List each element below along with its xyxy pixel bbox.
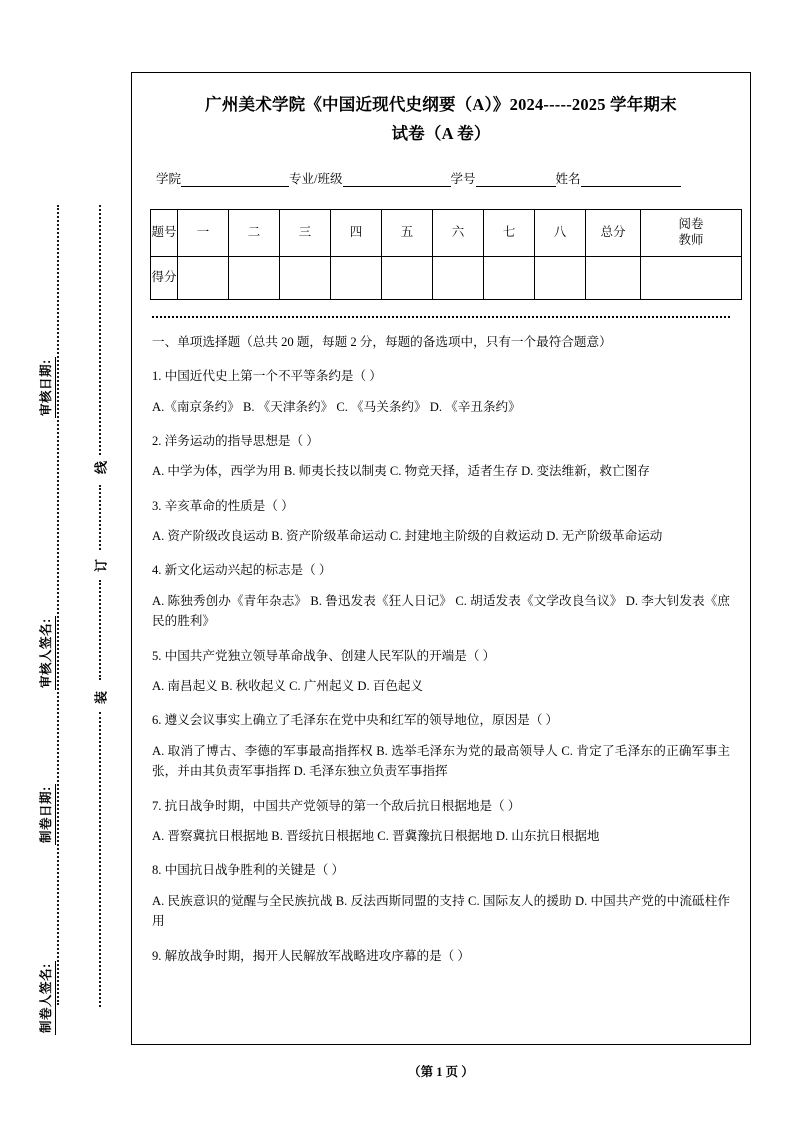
question-2 — [152, 431, 730, 482]
exam-page-frame — [131, 72, 751, 1045]
score-table-col-total: 总分 — [586, 209, 641, 256]
score-table-score-row — [151, 256, 742, 299]
question-4 — [152, 560, 730, 631]
score-cell-1[interactable] — [178, 256, 229, 299]
field-college-label: 学院 — [156, 171, 182, 186]
score-table-col-5: 五 — [382, 209, 433, 256]
field-college-input[interactable] — [181, 173, 289, 187]
question-1 — [152, 366, 730, 417]
binding-char-xian: 线 — [91, 458, 110, 478]
question-3 — [152, 496, 730, 547]
score-cell-8[interactable] — [535, 256, 586, 299]
question-7-stem: 7. 抗日战争时期，中国共产党领导的第一个敌后抗日根据地是（ ） — [152, 798, 521, 813]
score-table-col-7: 七 — [484, 209, 535, 256]
page-title — [156, 91, 726, 149]
question-7 — [152, 796, 730, 847]
score-table-col-3: 三 — [280, 209, 331, 256]
question-2-options: A. 中学为体，西学为用 B. 师夷长技以制夷 C. 物竞天择，适者生存 D. 变法维新，救亡图存 — [152, 464, 650, 479]
margin-label-paper-date: 制卷日期: — [40, 784, 56, 845]
field-name-label: 姓名 — [555, 171, 581, 186]
score-table-col-4: 四 — [331, 209, 382, 256]
question-9 — [152, 946, 730, 966]
page-title-line-2: 试卷（A 卷） — [391, 123, 491, 143]
question-6-options: A. 取消了博古、李德的军事最高指挥权 B. 选举毛泽东为党的最高领导人 C. 肯定了毛泽东的正确军事主张，并由其负责军事指挥 D. 毛泽东独立负责军事指挥 — [152, 743, 730, 779]
dotted-rule-inner-c — [99, 580, 101, 680]
page-number-label: （第 1 页 ） — [408, 1065, 474, 1079]
score-cell-total[interactable] — [586, 256, 641, 299]
score-table-col-1: 一 — [178, 209, 229, 256]
question-4-options: A. 陈独秀创办《青年杂志》 B. 鲁迅发表《狂人日记》 C. 胡适发表《文学改良刍议》 D. 李大钊发表《庶民的胜利》 — [152, 593, 730, 629]
dotted-rule-inner-d — [99, 712, 101, 1007]
question-4-stem: 4. 新文化运动兴起的标志是（ ） — [152, 563, 332, 578]
field-student-id — [451, 169, 556, 187]
score-table-col-2: 二 — [229, 209, 280, 256]
dotted-rule-inner-b — [99, 485, 101, 550]
field-name-input[interactable] — [581, 173, 681, 187]
question-9-stem: 9. 解放战争时期，揭开人民解放军战略进攻序幕的是（ ） — [152, 948, 470, 963]
field-student-id-input[interactable] — [476, 173, 556, 187]
field-major-class-label: 专业/班级 — [289, 171, 343, 186]
dotted-separator — [152, 316, 730, 318]
margin-label-paper-maker-signature: 制卷人签名: — [40, 961, 56, 1035]
question-2-stem: 2. 洋务运动的指导思想是（ ） — [152, 433, 319, 448]
margin-label-review-date: 审核日期: — [40, 357, 56, 418]
question-3-options: A. 资产阶级改良运动 B. 资产阶级革命运动 C. 封建地主阶级的自救运动 D. 无产阶级革命运动 — [152, 529, 663, 544]
binding-char-zhuang: 装 — [91, 688, 110, 708]
grader-label-line-1: 阅卷 — [678, 217, 704, 232]
question-5-stem: 5. 中国共产党独立领导革命战争、创建人民军队的开端是（ ） — [152, 648, 496, 663]
score-cell-2[interactable] — [229, 256, 280, 299]
score-table-header-row — [151, 209, 742, 256]
question-body — [150, 332, 732, 966]
score-cell-4[interactable] — [331, 256, 382, 299]
field-name — [556, 169, 681, 187]
dotted-rule-inner-a — [99, 205, 101, 455]
score-cell-3[interactable] — [280, 256, 331, 299]
field-major-class-input[interactable] — [343, 173, 451, 187]
section-title-multiple-choice: 一、单项选择题（总共 20 题，每题 2 分，每题的备选项中，只有一个最符合题意） — [152, 334, 612, 349]
grader-label-line-2: 教师 — [678, 232, 704, 247]
score-cell-grader[interactable] — [641, 256, 742, 299]
binding-char-ding: 订 — [91, 556, 110, 576]
score-table — [150, 209, 742, 300]
question-6-stem: 6. 遵义会议事实上确立了毛泽东在党中央和红军的领导地位，原因是（ ） — [152, 713, 559, 728]
score-cell-5[interactable] — [382, 256, 433, 299]
page-footer — [131, 1062, 751, 1080]
question-6 — [152, 710, 730, 781]
margin-label-reviewer-signature: 审核人签名: — [40, 616, 56, 690]
score-table-col-8: 八 — [535, 209, 586, 256]
score-cell-7[interactable] — [484, 256, 535, 299]
question-5 — [152, 646, 730, 697]
question-3-stem: 3. 辛亥革命的性质是（ ） — [152, 498, 294, 513]
student-info-row — [150, 169, 732, 187]
question-5-options: A. 南昌起义 B. 秋收起义 C. 广州起义 D. 百色起义 — [152, 679, 424, 694]
score-cell-6[interactable] — [433, 256, 484, 299]
dotted-rule-outer — [57, 205, 59, 1005]
field-student-id-label: 学号 — [450, 171, 476, 186]
question-1-options: A.《南京条约》 B. 《天津条约》 C. 《马关条约》 D. 《辛丑条约》 — [152, 399, 521, 414]
score-table-col-grader — [641, 209, 742, 256]
question-1-stem: 1. 中国近代史上第一个不平等条约是（ ） — [152, 369, 382, 384]
field-college — [156, 169, 289, 187]
score-table-col-6: 六 — [433, 209, 484, 256]
question-8 — [152, 860, 730, 931]
question-8-stem: 8. 中国抗日战争胜利的关键是（ ） — [152, 863, 345, 878]
question-7-options: A. 晋察冀抗日根据地 B. 晋绥抗日根据地 C. 晋冀豫抗日根据地 D. 山东抗日根据地 — [152, 829, 600, 843]
score-table-row-label-question-no: 题号 — [151, 209, 178, 256]
question-8-options: A. 民族意识的觉醒与全民族抗战 B. 反法西斯同盟的支持 C. 国际友人的援助 D. 中国共产党的中流砥柱作用 — [152, 893, 730, 929]
page-title-line-1: 广州美术学院《中国近现代史纲要（A）》2024-----2025 学年期末 — [205, 95, 677, 114]
field-major-class — [289, 169, 450, 187]
score-table-row-label-score: 得分 — [151, 256, 178, 299]
left-margin-annotations — [0, 0, 131, 1122]
